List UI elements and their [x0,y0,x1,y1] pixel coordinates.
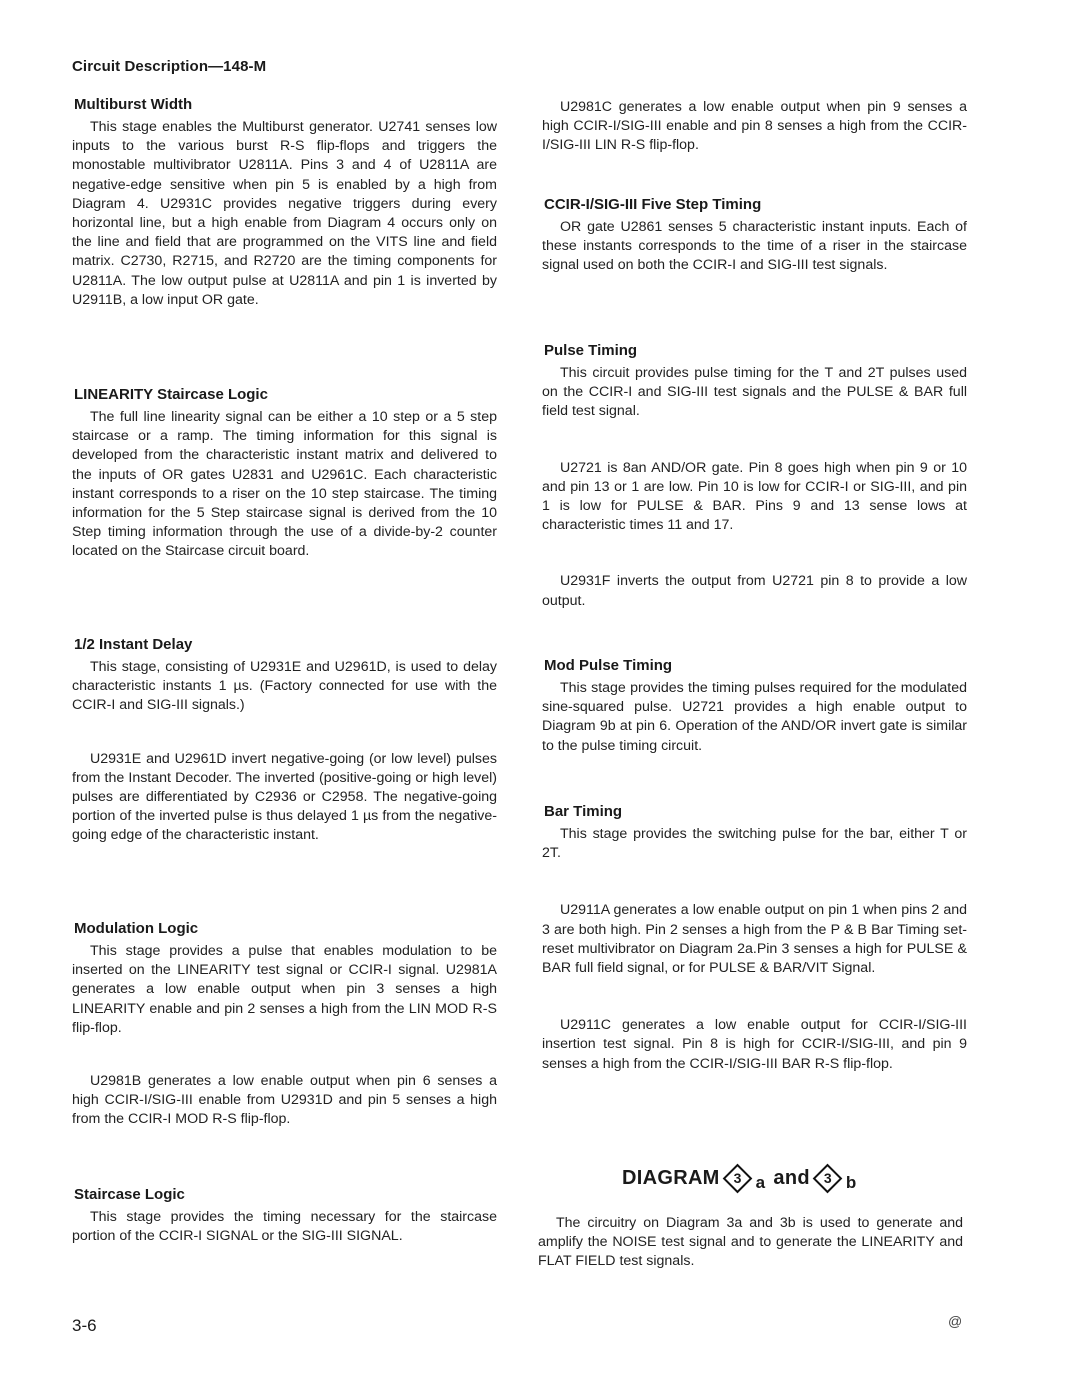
section-half-instant-delay [72,636,497,846]
paragraph: This stage provides the switching pulse for the bar, either T or 2T. [542,826,967,862]
diagram-sub-b: b [845,1173,857,1192]
section-modulation-logic [72,920,497,1130]
page-number: 3-6 [72,1316,97,1335]
section-heading: Bar Timing [544,803,623,820]
paragraph: OR gate U2861 senses 5 characteristic instant inputs. Each of these instants corresponds to the time of a riser in the staircase signal used on both the CCIR-I and SIG-III test signals. [542,219,967,274]
paragraph: U2931F inverts the output from U2721 pin 8 to provide a low output. [542,573,967,609]
section-u2981c-continuation [542,98,967,156]
paragraph: U2981B generates a low enable output when pin 6 senses a high CCIR-I/SIG-III enable from U2931D and pin 5 senses a high from the CCIR-I MOD R-S flip-flop. [72,1073,497,1128]
paragraph: U2721 is 8an AND/OR gate. Pin 8 goes high when pin 9 or 10 and pin 13 or 1 are low. Pin 10 is low for CCIR-I or SIG-III, and pin 1 is low for PULSE & BAR. Pins 9 and 13 sense lows at characteristic times 11 and 17. [542,459,967,534]
section-mod-pulse-timing [542,657,967,756]
section-heading: 1/2 Instant Delay [74,636,193,653]
section-heading: Pulse Timing [544,342,638,359]
paragraph: This stage, consisting of U2931E and U2961D, is used to delay characteristic instants 1 µs. (Factory connected for use with the CCIR-I and SIG-III signals.) [72,659,497,714]
section-ccir-five-step-timing [542,196,967,276]
diagram-heading [622,1164,861,1192]
paragraph: U2931E and U2961D invert negative-going (or low level) pulses from the Instant Decoder. The inverted (positive-going or high level) pulses are differentiated by C2936 or C2958. The negative-going portion of the inverted pulse is thus delayed 1 µs from the negative-going edge of the characteristic instant. [72,750,497,844]
paragraph: The circuitry on Diagram 3a and 3b is used to generate and amplify the NOISE test signal and to generate the LINEARITY and FLAT FIELD test signals. [538,1215,963,1270]
section-heading: Multiburst Width [74,96,193,113]
paragraph: This stage provides a pulse that enables modulation to be inserted on the LINEARITY test signal or CCIR-I signal. U2981A generates a low enable output when pin 3 senses a high LINEARITY enable and pin 2 senses a high from the LIN MOD R-S flip-flop. [72,943,497,1036]
section-pulse-timing [542,342,967,611]
paragraph: The full line linearity signal can be either a 10 step or a 5 step staircase or a ramp. The timing information for this signal is developed from the characteristic instant matrix and delivered to the inputs of OR gates U2831 and U2961C. Each characteristic instant corresponds to a riser on the 10 step staircase. The timing information for the 5 Step staircase signal is derived from the 10 Step timing information through the use of a divide-by-2 counter located on the Staircase circuit board. [72,409,497,560]
section-heading: Modulation Logic [74,920,199,937]
section-staircase-logic [72,1186,497,1246]
section-diagram-3-intro [538,1214,963,1272]
section-heading: Staircase Logic [74,1186,185,1203]
copyright-mark: @ [948,1313,963,1329]
diamond-number-icon: 3 [814,1164,842,1192]
section-linearity-staircase-logic [72,386,497,562]
diagram-title-prefix: DIAGRAM [622,1166,720,1189]
paragraph: U2911C generates a low enable output for CCIR-I/SIG-III insertion test signal. Pin 8 is high for CCIR-I/SIG-III, and pin 9 senses a high from the CCIR-I/SIG-III BAR R-S flip-flop. [542,1017,967,1072]
section-heading: CCIR-I/SIG-III Five Step Timing [544,196,762,213]
paragraph: U2981C generates a low enable output when pin 9 senses a high CCIR-I/SIG-III enable and pin 8 senses a high from the CCIR-I/SIG-III LIN R-S flip-flop. [542,99,967,154]
section-bar-timing [542,803,967,1074]
section-heading: Mod Pulse Timing [544,657,673,674]
paragraph: This stage provides the timing pulses required for the modulated sine-squared pulse. U2721 provides a high enable output to Diagram 9b at pin 6. Operation of the AND/OR invert gate is similar to the pulse timing circuit. [542,680,967,754]
paragraph: This stage enables the Multiburst generator. U2741 senses low inputs to the various burst R-S flip-flops and triggers the monostable multivibrator U2811A. Pins 3 and 4 of U2811A are negative-edge sensitive when pin 5 is enabled by a high from Diagram 4. U2931C provides negative triggers during every horizontal line, but a high enable from Diagram 4 occurs only on the line and field that are programmed on the VITS line and field matrix. C2730, R2715, and R2720 are the timing components for U2811A. The low output pulse at U2811A and pin 1 is inverted by U2911B, a low input OR gate. [72,119,497,308]
section-heading: LINEARITY Staircase Logic [74,386,268,403]
section-multiburst-width [72,96,497,310]
running-head: Circuit Description—148-M [72,58,267,75]
paragraph: This circuit provides pulse timing for the T and 2T pulses used on the CCIR-I and SIG-III test signals and the PULSE & BAR full field test signal. [542,365,967,420]
paragraph: U2911A generates a low enable output on pin 1 when pins 2 and 3 are both high. Pin 2 senses a high from the P & B Bar Timing set-reset multivibrator on Diagram 2a.Pin 3 senses a high for PULSE & BAR full field signal, or for PULSE & BAR/VIT Signal. [542,902,967,977]
paragraph: This stage provides the timing necessary for the staircase portion of the CCIR-I SIGNAL or the SIG-III SIGNAL. [72,1209,497,1245]
diagram-sub-a: a [755,1173,766,1192]
diagram-conjunction: and [773,1166,810,1189]
diamond-number-icon: 3 [724,1164,752,1192]
